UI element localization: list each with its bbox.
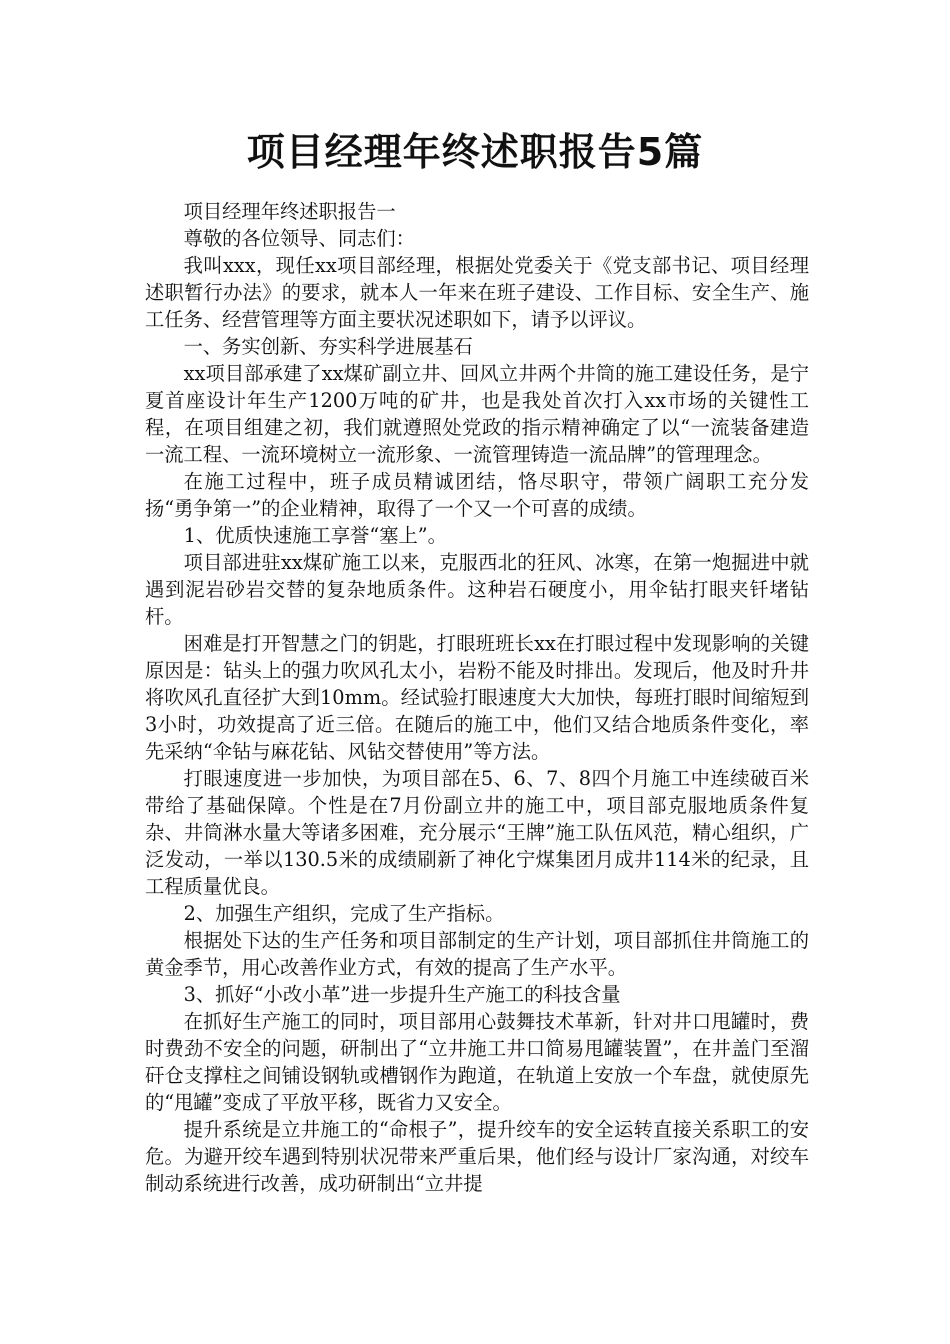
paragraph: 在施工过程中，班子成员精诚团结，恪尽职守，带领广阔职工充分发扬“勇争第一”的企业精神，取得了一个又一个可喜的成绩。 (145, 470, 809, 520)
paragraph: xx项目部承建了xx煤矿副立井、回风立井两个井筒的施工建设任务，是宁夏首座设计年生产1200万吨的矿井，也是我处首次打入xx市场的关键性工程，在项目组建之初，我们就遵照处党政的指示精神确定了以“一流装备建造一流工程、一流环境树立一流形象、一流管理铸造一流品牌”的管理理念。 (145, 362, 809, 466)
subsection-heading: 2、加强生产组织，完成了生产指标。 (183, 902, 505, 925)
paragraph: 打眼速度进一步加快，为项目部在5、6、7、8四个月施工中连续破百米带给了基础保障。个性是在7月份副立井的施工中，项目部克服地质条件复杂、井筒淋水量大等诸多困难，充分展示“王牌”施工队伍风范，精心组织，广泛发动，一举以130.5米的成绩刷新了神化宁煤集团月成井114米的纪录，且工程质量优良。 (145, 767, 809, 898)
paragraph: 困难是打开智慧之门的钥匙，打眼班班长xx在打眼过程中发现影响的关键原因是：钻头上的强力吹风孔太小，岩粉不能及时排出。发现后，他及时升井将吹风孔直径扩大到10mm。经试验打眼速度大大加快，每班打眼时间缩短到3小时，功效提高了近三倍。在随后的施工中，他们又结合地质条件变化，率先采纳“伞钻与麻花钻、风钻交替使用”等方法。 (145, 632, 809, 763)
paragraph: 项目部进驻xx煤矿施工以来，克服西北的狂风、冰寒，在第一炮掘进中就遇到泥岩砂岩交替的复杂地质条件。这种岩石硬度小，用伞钻打眼夹钎堵钻杆。 (145, 551, 809, 628)
paragraph: 我叫xxx，现任xx项目部经理，根据处党委关于《党支部书记、项目经理述职暂行办法》的要求，就本人一年来在班子建设、工作目标、安全生产、施工任务、经营管理等方面主要状况述职如下，请予以评议。 (145, 254, 809, 331)
section-heading: 一、务实创新、夯实科学进展基石 (183, 335, 473, 358)
subsection-heading: 1、优质快速施工享誉“塞上”。 (183, 524, 447, 547)
paragraph: 在抓好生产施工的同时，项目部用心鼓舞技术革新，针对井口甩罐时，费时费劲不安全的问题，研制出了“立井施工井口简易甩罐装置”，在井盖门至溜矸仓支撑柱之间铺设钢轨或槽钢作为跑道，在轨道上安放一个车盘，就使原先的“甩罐”变成了平放平移，既省力又安全。 (145, 1010, 809, 1114)
paragraph: 根据处下达的生产任务和项目部制定的生产计划，项目部抓住井筒施工的黄金季节，用心改善作业方式，有效的提高了生产水平。 (145, 929, 809, 979)
paragraph: 尊敬的各位领导、同志们： (183, 227, 415, 250)
paragraph: 提升系统是立井施工的“命根子”，提升绞车的安全运转直接关系职工的安危。为避开绞车遇到特别状况带来严重后果，他们经与设计厂家沟通，对绞车制动系统进行改善，成功研制出“立井提 (145, 1118, 809, 1195)
document-body (145, 198, 809, 1197)
paragraph: 项目经理年终述职报告一 (183, 200, 396, 223)
subsection-heading: 3、抓好“小改小革”进一步提升生产施工的科技含量 (183, 983, 621, 1006)
document-title: 项目经理年终述职报告5篇 (246, 130, 704, 174)
